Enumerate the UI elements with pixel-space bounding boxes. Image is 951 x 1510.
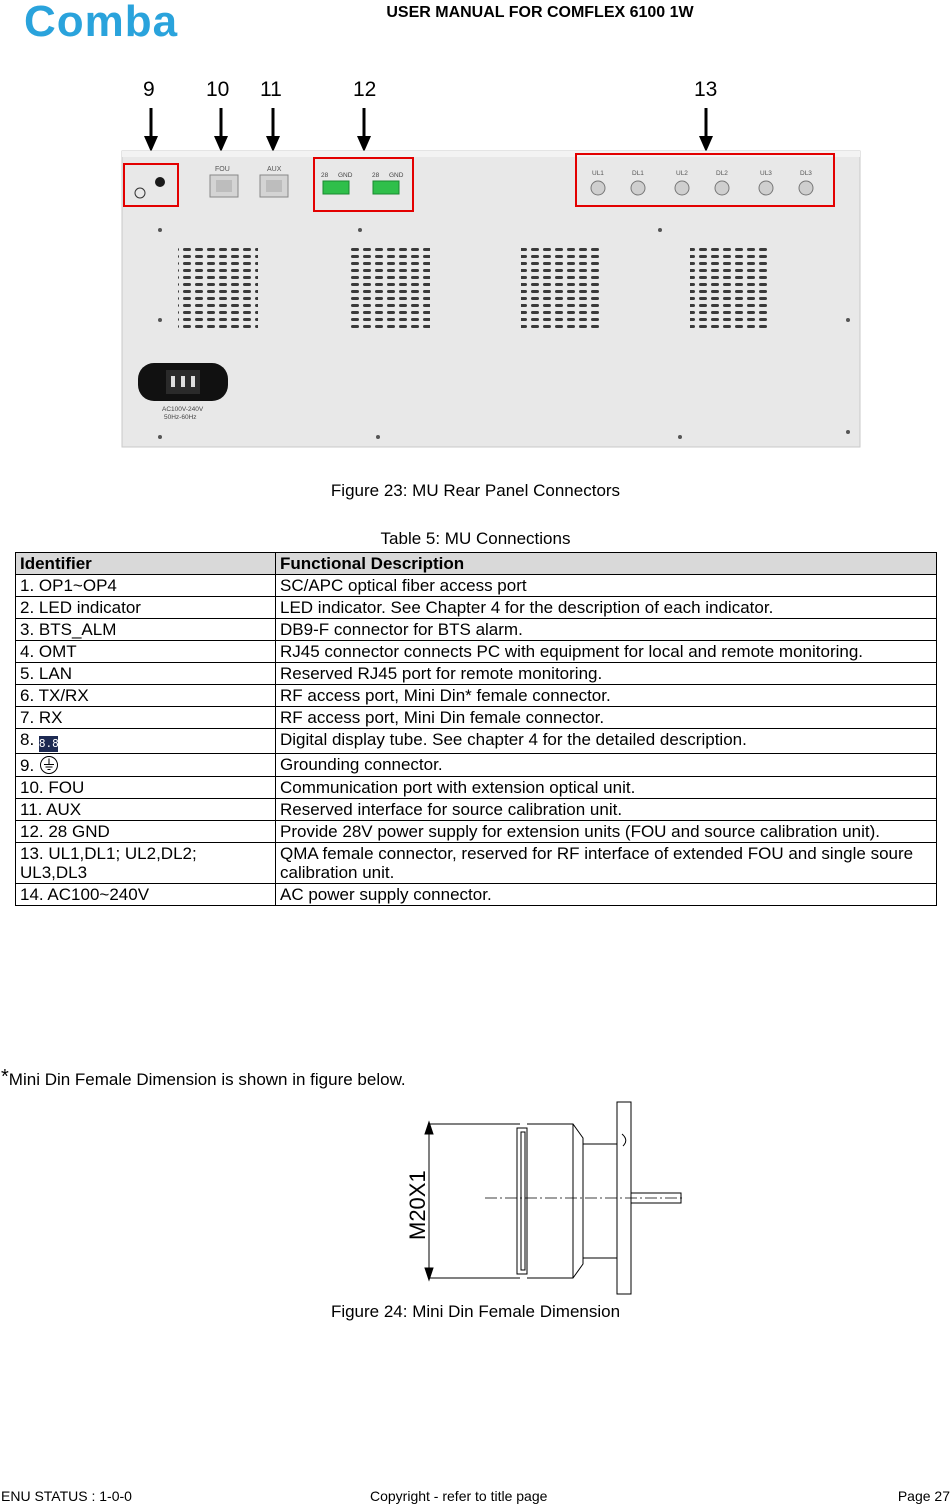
- svg-text:FOU: FOU: [215, 166, 230, 173]
- svg-text:DL3: DL3: [800, 170, 812, 177]
- svg-text:DL2: DL2: [716, 170, 728, 177]
- footer-copyright: Copyright - refer to title page: [370, 1488, 548, 1504]
- description-header: Functional Description: [276, 553, 937, 575]
- svg-text:28: 28: [372, 172, 380, 179]
- rear-panel-figure: [110, 72, 870, 450]
- table-row: 7. RX RF access port, Mini Din female connector.: [16, 707, 937, 729]
- footer-status: ENU STATUS : 1-0-0: [1, 1488, 132, 1504]
- digital-display-icon: 8.8: [38, 737, 59, 750]
- mini-din-note: *Mini Din Female Dimension is shown in figure below.: [1, 1066, 406, 1089]
- svg-text:AC100V-240V: AC100V-240V: [162, 406, 204, 413]
- svg-text:28: 28: [321, 172, 329, 179]
- identifier-header: Identifier: [16, 553, 276, 575]
- callout-13: 13: [694, 78, 718, 101]
- footer-page-number: Page 27: [897, 1488, 950, 1504]
- callout-10: 10: [206, 78, 230, 101]
- m20x1-label: M20X1: [405, 1170, 430, 1240]
- table-row: 11. AUX Reserved interface for source calibration unit.: [16, 799, 937, 821]
- table-row: 6. TX/RX RF access port, Mini Din* female connector.: [16, 685, 937, 707]
- ground-icon: [39, 755, 59, 775]
- table-row: 5. LAN Reserved RJ45 port for remote monitoring.: [16, 663, 937, 685]
- mu-connections-table: [15, 552, 937, 906]
- table-5-caption: Table 5: MU Connections: [380, 529, 571, 548]
- callout-12: 12: [353, 78, 377, 101]
- svg-text:GND: GND: [338, 172, 353, 179]
- svg-text:GND: GND: [389, 172, 404, 179]
- svg-text:UL1: UL1: [592, 170, 604, 177]
- callout-11: 11: [260, 78, 282, 101]
- svg-text:AUX: AUX: [267, 166, 282, 173]
- callout-9: 9: [143, 78, 155, 101]
- svg-text:DL1: DL1: [632, 170, 644, 177]
- comba-logo: [24, 0, 208, 44]
- figure-24-caption: Figure 24: Mini Din Female Dimension: [330, 1302, 621, 1321]
- table-row: 2. LED indicator LED indicator. See Chapter 4 for the description of each indicator.: [16, 597, 937, 619]
- table-row: 1. OP1~OP4 SC/APC optical fiber access port: [16, 575, 937, 597]
- svg-text:Comba: Comba: [24, 0, 179, 44]
- table-header-row: [16, 553, 937, 575]
- document-title: USER MANUAL FOR COMFLEX 6100 1W: [386, 4, 694, 21]
- mini-din-dimension-drawing: [395, 1098, 695, 1298]
- svg-text:50Hz-60Hz: 50Hz-60Hz: [164, 414, 197, 421]
- table-row: 13. UL1,DL1; UL2,DL2; UL3,DL3 QMA female connector, reserved for RF interface of extended FOU and single soure calibration unit.: [16, 843, 937, 884]
- table-row: 10. FOU Communication port with extension optical unit.: [16, 777, 937, 799]
- svg-text:UL2: UL2: [676, 170, 688, 177]
- figure-23-caption: Figure 23: MU Rear Panel Connectors: [330, 481, 621, 500]
- table-row: 8. 8.8 Digital display tube. See chapter 4 for the detailed description.: [16, 729, 937, 754]
- svg-text:UL3: UL3: [760, 170, 772, 177]
- table-row: 4. OMT RJ45 connector connects PC with equipment for local and remote monitoring.: [16, 641, 937, 663]
- table-row: 9. Grounding connector.: [16, 754, 937, 777]
- table-row: 3. BTS_ALM DB9-F connector for BTS alarm.: [16, 619, 937, 641]
- table-row: 12. 28 GND Provide 28V power supply for extension units (FOU and source calibration unit).: [16, 821, 937, 843]
- table-row: 14. AC100~240V AC power supply connector.: [16, 884, 937, 906]
